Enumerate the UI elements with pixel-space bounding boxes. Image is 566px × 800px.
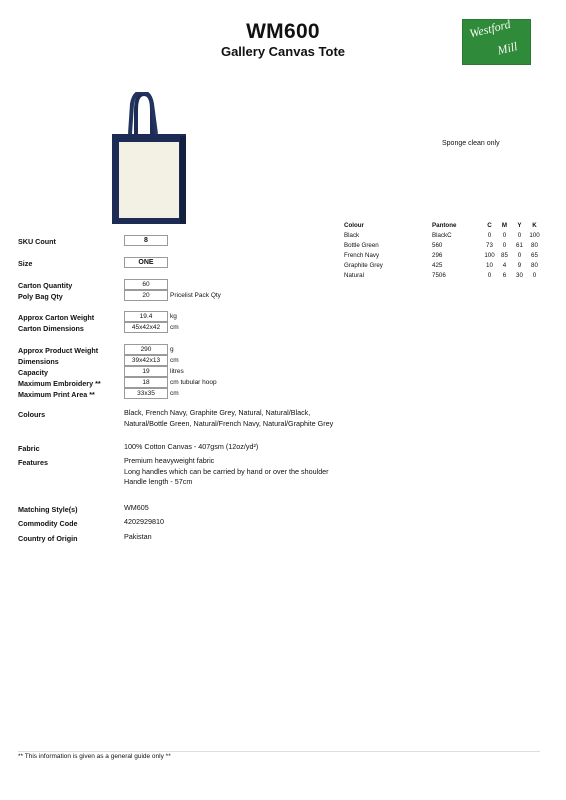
cmyk-c: 0 — [487, 271, 492, 279]
carton-dimensions-value: 45x42x42 — [124, 322, 168, 333]
cmyk-y: 9 — [517, 261, 522, 269]
colour-name: Natural — [344, 271, 364, 279]
feature-item: Handle length - 57cm — [124, 477, 193, 486]
cmyk-k: 80 — [531, 241, 538, 249]
bag-canvas-panel — [119, 142, 179, 218]
country-of-origin-value: Pakistan — [124, 532, 152, 541]
bag-side-gusset — [180, 136, 186, 224]
matching-styles-label: Matching Style(s) — [18, 505, 78, 514]
feature-item: Premium heavyweight fabric — [124, 456, 215, 465]
colour-name: Black — [344, 231, 360, 239]
carton-dimensions-label: Carton Dimensions — [18, 324, 84, 333]
footer-divider — [18, 751, 540, 752]
cmyk-k: 0 — [532, 271, 537, 279]
dimensions-unit: cm — [170, 357, 179, 364]
header-c: C — [487, 221, 492, 229]
colours-label: Colours — [18, 410, 46, 419]
pantone-value: BlackC — [432, 231, 452, 239]
sku-count-label: SKU Count — [18, 237, 56, 246]
maximum-print-area-value: 33x35 — [124, 388, 168, 399]
cmyk-c: 0 — [487, 231, 492, 239]
cmyk-y: 0 — [517, 251, 522, 259]
table-row — [344, 230, 542, 240]
pantone-value: 425 — [432, 261, 443, 269]
colour-table-header — [344, 220, 542, 230]
logo-text-line1: Westford — [468, 16, 512, 41]
header-pantone: Pantone — [432, 221, 457, 229]
header-colour: Colour — [344, 221, 364, 229]
maximum-embroidery-value: 18 — [124, 377, 168, 388]
colours-value: Black, French Navy, Graphite Grey, Natural, Natural/Black, Natural/Bottle Green, Natural/French Navy, Natural/Graphite Grey — [124, 408, 334, 428]
approx-carton-weight-label: Approx Carton Weight — [18, 313, 95, 322]
cmyk-k: 80 — [531, 261, 538, 269]
dimensions-label: Dimensions — [18, 357, 59, 366]
cmyk-c: 10 — [486, 261, 493, 269]
footer-note: ** This information is given as a general guide only ** — [18, 753, 171, 760]
carton-quantity-label: Carton Quantity — [18, 281, 73, 290]
dimensions-value: 39x42x13 — [124, 355, 168, 366]
colour-name: Bottle Green — [344, 241, 379, 249]
maximum-print-area-label: Maximum Print Area ** — [18, 390, 95, 399]
cmyk-k: 100 — [529, 231, 540, 239]
cmyk-m: 0 — [502, 231, 507, 239]
size-label: Size — [18, 259, 33, 268]
commodity-code-value: 4202929810 — [124, 517, 164, 526]
cmyk-y: 30 — [516, 271, 523, 279]
cmyk-y: 0 — [517, 231, 522, 239]
fabric-label: Fabric — [18, 444, 40, 453]
approx-carton-weight-value: 19.4 — [124, 311, 168, 322]
table-row — [344, 270, 542, 280]
capacity-label: Capacity — [18, 368, 48, 377]
product-name: Gallery Canvas Tote — [220, 44, 346, 59]
approx-product-weight-unit: g — [170, 346, 174, 353]
carton-dimensions-unit: cm — [170, 324, 179, 331]
tote-bag-image — [108, 92, 192, 226]
maximum-embroidery-label: Maximum Embroidery ** — [18, 379, 101, 388]
colour-name: Graphite Grey — [344, 261, 383, 269]
pantone-value: 560 — [432, 241, 443, 249]
colour-name: French Navy — [344, 251, 380, 259]
sku-count-value: 8 — [124, 235, 168, 246]
table-row — [344, 250, 542, 260]
capacity-unit: litres — [170, 368, 184, 375]
approx-product-weight-label: Approx Product Weight — [18, 346, 99, 355]
approx-product-weight-value: 290 — [124, 344, 168, 355]
logo-text-line2: Mill — [496, 39, 519, 58]
header-y: Y — [517, 221, 522, 229]
cmyk-c: 73 — [486, 241, 493, 249]
capacity-value: 19 — [124, 366, 168, 377]
matching-styles-value: WM605 — [124, 503, 149, 512]
table-row — [344, 240, 542, 250]
table-row — [344, 260, 542, 270]
poly-bag-qty-unit: Pricelist Pack Qty — [170, 292, 221, 299]
cmyk-y: 61 — [516, 241, 523, 249]
pantone-value: 7506 — [432, 271, 446, 279]
maximum-embroidery-unit: cm tubular hoop — [170, 379, 217, 386]
fabric-value: 100% Cotton Canvas - 407gsm (12oz/yd²) — [124, 442, 259, 451]
cmyk-k: 65 — [531, 251, 538, 259]
approx-carton-weight-unit: kg — [170, 313, 177, 320]
features-label: Features — [18, 458, 48, 467]
westford-mill-logo — [462, 16, 531, 65]
carton-quantity-value: 60 — [124, 279, 168, 290]
colour-table — [344, 220, 542, 280]
poly-bag-qty-value: 20 — [124, 290, 168, 301]
features-list — [124, 456, 339, 488]
maximum-print-area-unit: cm — [170, 390, 179, 397]
cmyk-m: 4 — [502, 261, 507, 269]
country-of-origin-label: Country of Origin — [18, 534, 78, 543]
poly-bag-qty-label: Poly Bag Qty — [18, 292, 63, 301]
product-code: WM600 — [246, 20, 320, 43]
pantone-value: 296 — [432, 251, 443, 259]
care-instructions: Sponge clean only — [442, 140, 500, 147]
cmyk-m: 0 — [502, 241, 507, 249]
size-value: ONE — [124, 257, 168, 268]
cmyk-m: 6 — [502, 271, 507, 279]
cmyk-c: 100 — [484, 251, 495, 259]
cmyk-m: 85 — [501, 251, 508, 259]
header-m: M — [501, 221, 508, 229]
header-k: K — [532, 221, 537, 229]
feature-item: Long handles which can be carried by hand or over the shoulder — [124, 466, 329, 476]
commodity-code-label: Commodity Code — [18, 519, 78, 528]
